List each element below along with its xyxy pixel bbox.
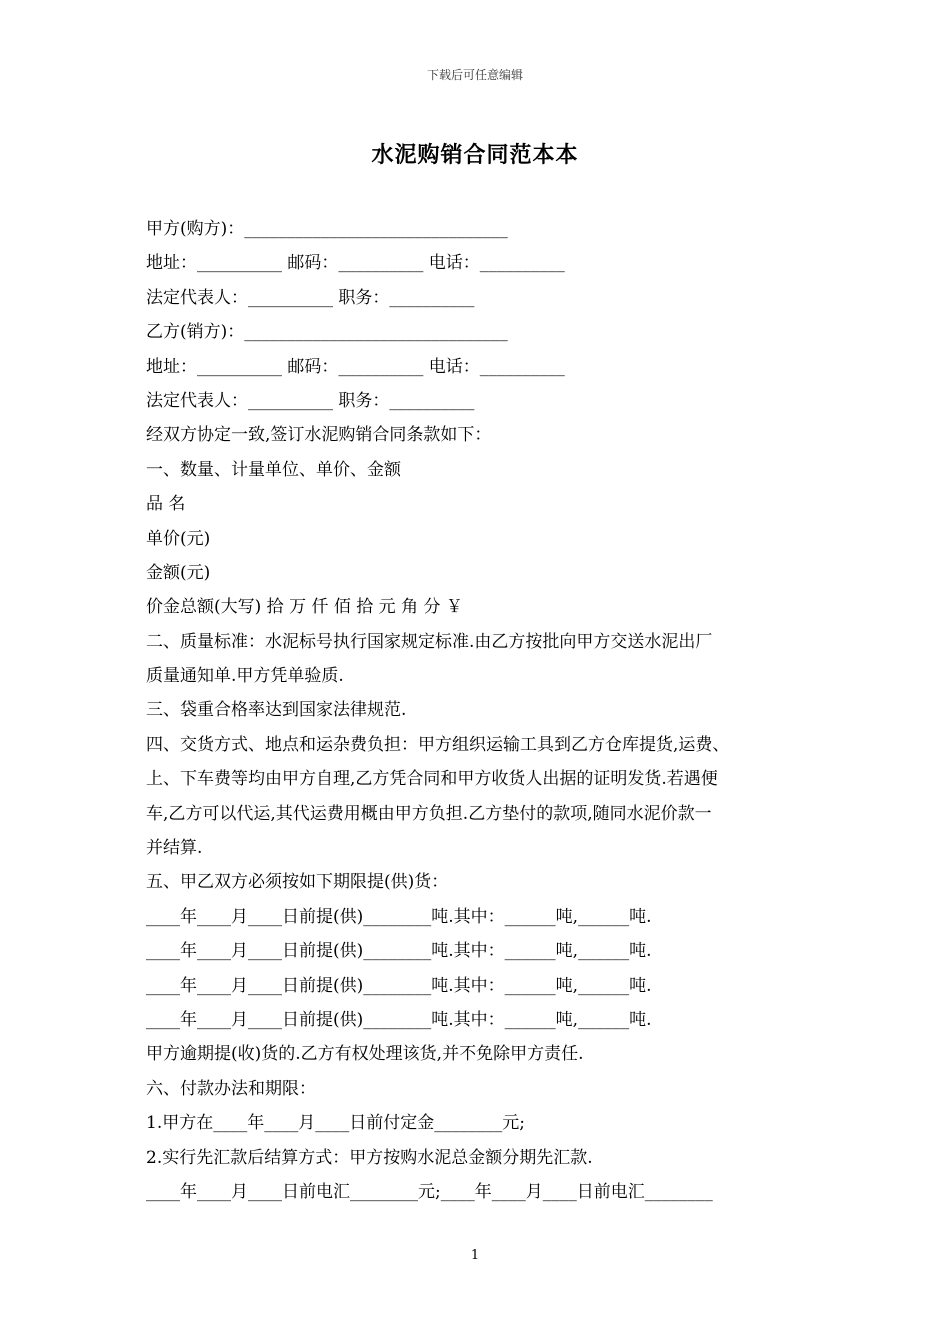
contract-line: ____年____月____日前提(供)________吨.其中：______吨,______吨.: [146, 975, 652, 996]
contract-line: 二、质量标准：水泥标号执行国家规定标准.由乙方按批向甲方交送水泥出厂: [146, 631, 713, 652]
contract-line: ____年____月____日前提(供)________吨.其中：______吨,______吨.: [146, 1009, 652, 1030]
contract-body: [146, 212, 806, 1209]
contract-line: ____年____月____日前提(供)________吨.其中：______吨,______吨.: [146, 941, 652, 962]
contract-line: 2.实行先汇款后结算方式：甲方按购水泥总金额分期先汇款.: [146, 1147, 593, 1168]
contract-line: 法定代表人：__________ 职务：__________: [146, 390, 475, 411]
contract-line: ____年____月____日前电汇________元;____年____月____日前电汇________: [146, 1181, 713, 1202]
contract-line: 地址：__________ 邮码：__________ 电话：__________: [146, 253, 565, 274]
contract-line: 上、下车费等均由甲方自理,乙方凭合同和甲方收货人出据的证明发货.若遇便: [146, 769, 718, 790]
contract-line: 金额(元): [146, 562, 211, 583]
page-number: 1: [470, 1248, 480, 1263]
contract-line: 甲方逾期提(收)货的.乙方有权处理该货,并不免除甲方责任.: [146, 1044, 584, 1065]
contract-line: 1.甲方在____年____月____日前付定金________元;: [146, 1113, 525, 1134]
header-note: 下载后可任意编辑: [426, 68, 523, 82]
contract-line: 五、甲乙双方必须按如下期限提(供)货：: [146, 872, 449, 893]
contract-line: 乙方(销方)：_______________________________: [146, 322, 508, 343]
contract-line: 并结算.: [146, 838, 203, 859]
contract-line: 一、数量、计量单位、单价、金额: [146, 459, 401, 480]
contract-line: 单价(元): [146, 528, 211, 549]
contract-line: 三、袋重合格率达到国家法律规范.: [146, 700, 407, 721]
contract-line: 四、交货方式、地点和运杂费负担：甲方组织运输工具到乙方仓库提货,运费、: [146, 734, 730, 755]
contract-line: 经双方协定一致,签订水泥购销合同条款如下：: [146, 425, 492, 446]
document-title: 水泥购销合同范本本: [371, 142, 579, 168]
contract-line: 法定代表人：__________ 职务：__________: [146, 287, 475, 308]
contract-line: 品 名: [146, 494, 186, 515]
contract-line: 价金总额(大写) 拾 万 仟 佰 拾 元 角 分 ￥: [146, 597, 463, 618]
contract-line: 甲方(购方)：_______________________________: [146, 219, 508, 239]
contract-line: 质量通知单.甲方凭单验质.: [146, 666, 344, 687]
contract-line: ____年____月____日前提(供)________吨.其中：______吨,______吨.: [146, 906, 652, 927]
contract-line: 六、付款办法和期限：: [146, 1078, 316, 1099]
contract-line: 车,乙方可以代运,其代运费用概由甲方负担.乙方垫付的款项,随同水泥价款一: [146, 803, 712, 824]
contract-line: 地址：__________ 邮码：__________ 电话：__________: [146, 356, 565, 377]
